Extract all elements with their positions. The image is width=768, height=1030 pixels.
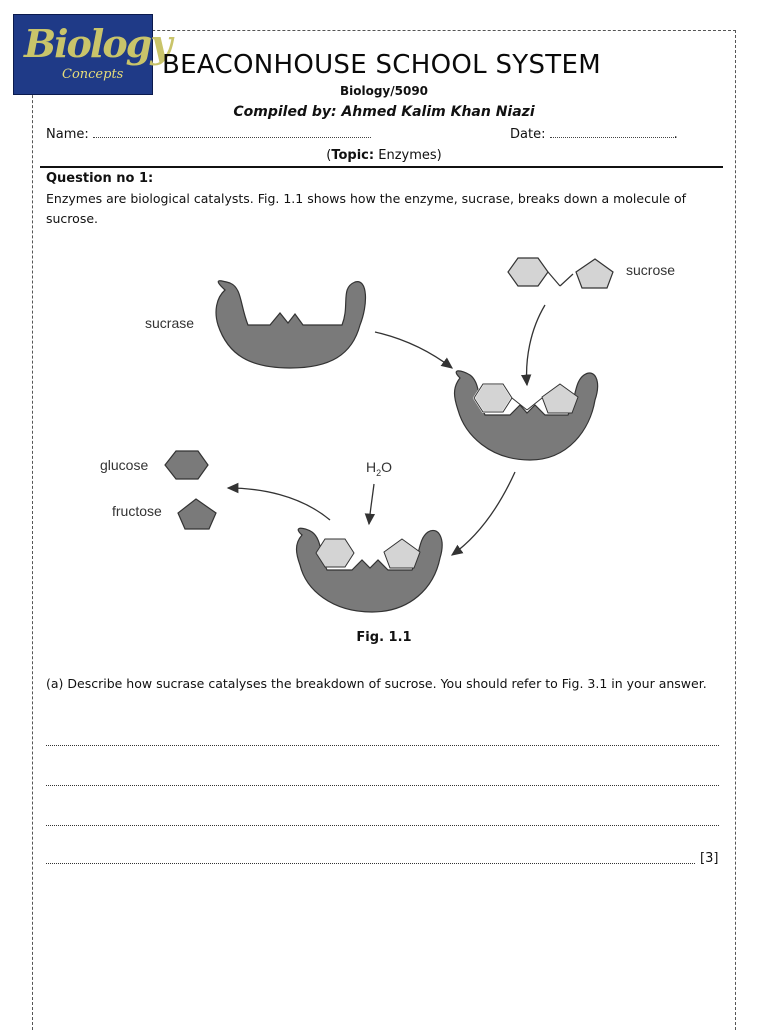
sucrose-hexagon (508, 258, 548, 286)
arrow-sucrase-to-complex (375, 332, 452, 368)
part-a-question: (a) Describe how sucrase catalyses the breakdown of sucrose. You should refer to Fig. 3.1 in your answer. (46, 676, 707, 691)
water-label: $H_2O$ (366, 459, 393, 478)
answer-line-4[interactable] (46, 862, 695, 864)
bound-fructose (542, 384, 578, 413)
date-blank[interactable] (550, 127, 674, 138)
name-label: Name: (46, 127, 89, 142)
product-fructose-bound (384, 539, 420, 568)
arrow-products-out (228, 488, 330, 520)
marks-allocation: [3] (700, 851, 719, 866)
school-name: BEACONHOUSE SCHOOL SYSTEM (162, 50, 601, 80)
sucrase-label: sucrase (145, 315, 195, 331)
sucrose-bond-2 (560, 274, 573, 286)
date-label: Date: (510, 127, 546, 142)
name-field[interactable] (46, 127, 371, 142)
arrow-complex-down (452, 472, 515, 555)
enzyme-substrate-complex (455, 371, 598, 460)
question-intro: Enzymes are biological catalysts. Fig. 1.1 shows how the enzyme, sucrase, breaks down a molecule of sucrose. (46, 191, 687, 226)
sucrase-enzyme (216, 281, 365, 368)
fructose-label: fructose (112, 503, 162, 519)
name-blank[interactable] (93, 127, 371, 138)
answer-line-2[interactable] (46, 784, 719, 786)
arrow-sucrose-in (527, 305, 545, 385)
fructose-pentagon (178, 499, 216, 529)
question-heading: Question no 1: (46, 171, 154, 186)
enzyme-diagram (90, 250, 700, 620)
compiled-by (0, 104, 768, 120)
answer-line-1[interactable] (46, 744, 719, 746)
compiled-label: Compiled by (233, 104, 331, 120)
header-divider (40, 166, 723, 168)
figure-caption: Fig. 1.1 (356, 630, 412, 645)
topic-line: (Topic: Enzymes) (326, 148, 442, 163)
date-field[interactable]: Date: . (510, 127, 678, 142)
topic-label: Topic: (331, 148, 375, 163)
arrow-water (369, 484, 374, 524)
enzyme-product-complex (297, 528, 443, 612)
subject-code: Biology/5090 (339, 84, 429, 98)
logo-subtitle: Concepts (62, 67, 124, 82)
bound-glucose (474, 384, 512, 412)
sucrose-pentagon (576, 259, 613, 288)
logo-title: Biology (24, 21, 171, 66)
sucrose-label: sucrose (626, 262, 676, 278)
topic-value: Enzymes (378, 148, 437, 163)
biology-concepts-logo (13, 14, 171, 95)
answer-line-3[interactable] (46, 824, 719, 826)
compiled-name: : Ahmed Kalim Khan Niazi (331, 104, 535, 120)
glucose-hexagon (165, 451, 208, 479)
glucose-label: glucose (100, 457, 149, 473)
sucrose-bond (548, 272, 560, 286)
